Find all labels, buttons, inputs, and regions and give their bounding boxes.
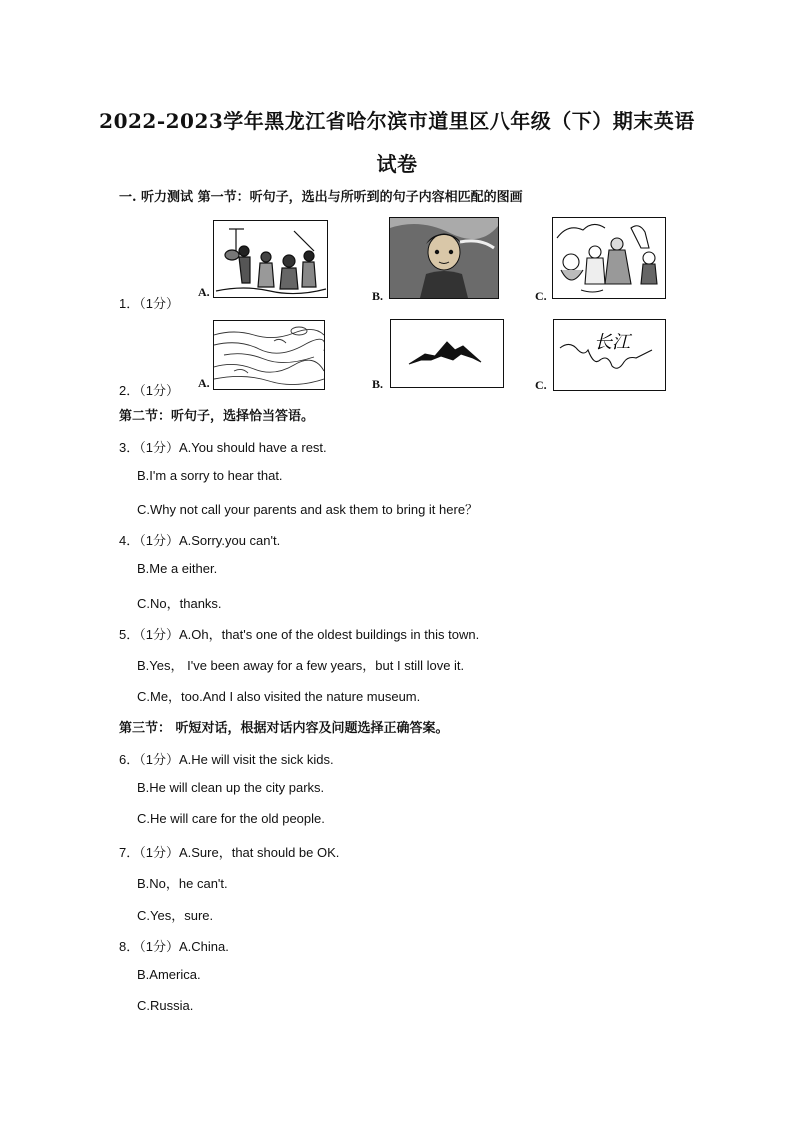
river-map-text: 长江 bbox=[594, 332, 630, 353]
q5-option-b: B.Yes， I've been away for a few years，but I still love it. bbox=[137, 658, 465, 673]
q5-stem bbox=[119, 624, 479, 643]
q8-number: 8．（1分） bbox=[119, 939, 179, 954]
q8-option-b: B.America. bbox=[137, 967, 201, 982]
q6-number: 6．（1分） bbox=[119, 752, 179, 767]
q1-number: 1．（1分） bbox=[119, 296, 179, 311]
q6-option-a: A.He will visit the sick kids. bbox=[178, 752, 334, 767]
q1-label-c: C. bbox=[535, 289, 547, 303]
journey-to-the-west-characters-icon bbox=[553, 218, 665, 298]
q7-number: 7．（1分） bbox=[119, 845, 179, 860]
q8-stem bbox=[119, 936, 229, 955]
q2-picture-c[interactable] bbox=[553, 319, 666, 391]
q7-stem bbox=[119, 842, 339, 861]
q2-label-a: A. bbox=[198, 376, 210, 390]
q5-option-a: A.Oh，that's one of the oldest buildings in this town. bbox=[178, 627, 480, 642]
q4-number: 4．（1分） bbox=[119, 533, 179, 548]
q1-label-b: B. bbox=[372, 289, 384, 303]
q4-option-a: A.Sorry.you can't. bbox=[178, 533, 281, 548]
q1-label-a: A. bbox=[198, 285, 210, 299]
q2-number: 2．（1分） bbox=[119, 383, 179, 398]
q1-picture-b[interactable] bbox=[389, 217, 499, 299]
page-title-line1: 2022-2023学年黑龙江省哈尔滨市道里区八年级（下）期末英语 bbox=[99, 109, 695, 133]
q8-option-c: C.Russia. bbox=[137, 998, 194, 1013]
mountain-icon bbox=[391, 320, 503, 387]
q7-option-b: B.No，he can't. bbox=[137, 876, 228, 891]
q4-option-b: B.Me a either. bbox=[137, 561, 218, 576]
q2-label-c: C. bbox=[535, 378, 547, 392]
q7-option-a: A.Sure，that should be OK. bbox=[178, 845, 340, 860]
q6-stem bbox=[119, 749, 334, 768]
q3-number: 3．（1分） bbox=[119, 440, 179, 455]
q3-option-c: C.Why not call your parents and ask them to bring it here？ bbox=[137, 502, 479, 517]
section3-heading: 第三节： 听短对话，根据对话内容及问题选择正确答案。 bbox=[119, 721, 449, 736]
cartoon-boy-portrait-icon bbox=[390, 218, 498, 298]
q4-stem bbox=[119, 530, 280, 549]
q3-stem bbox=[119, 437, 327, 456]
q5-number: 5．（1分） bbox=[119, 627, 179, 642]
q1-picture-a[interactable] bbox=[213, 220, 328, 298]
river-map-icon bbox=[554, 320, 665, 390]
q7-option-c: C.Yes，sure. bbox=[137, 908, 214, 923]
section2-heading: 第二节：听句子，选择恰当答语。 bbox=[119, 409, 315, 424]
river-landscape-sketch-icon bbox=[214, 321, 324, 389]
q4-option-c: C.No，thanks. bbox=[137, 596, 222, 611]
q6-option-c: C.He will care for the old people. bbox=[137, 811, 325, 826]
q3-option-a: A.You should have a rest. bbox=[178, 440, 327, 455]
q5-option-c: C.Me，too.And I also visited the nature museum. bbox=[137, 689, 421, 704]
q2-picture-a[interactable] bbox=[213, 320, 325, 390]
q2-picture-b[interactable] bbox=[390, 319, 504, 388]
group-travel-scene-icon bbox=[214, 221, 327, 297]
section1-heading: 一. 听力测试 第一节：听句子，选出与所听到的句子内容相匹配的图画 bbox=[119, 190, 523, 205]
q8-option-a: A.China. bbox=[178, 939, 229, 954]
q2-label-b: B. bbox=[372, 377, 384, 391]
q3-option-b: B.I'm a sorry to hear that. bbox=[137, 468, 283, 483]
page-title-line2: 试卷 bbox=[376, 152, 418, 176]
q6-option-b: B.He will clean up the city parks. bbox=[137, 780, 325, 795]
q1-picture-c[interactable] bbox=[552, 217, 666, 299]
